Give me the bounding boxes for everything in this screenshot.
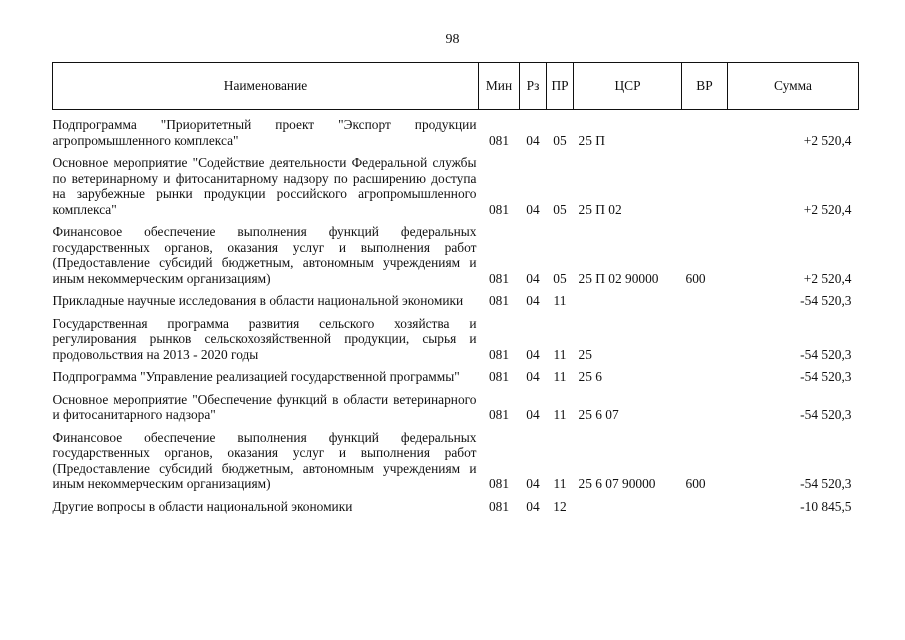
header-csr: ЦСР	[574, 63, 682, 110]
header-rz: Рз	[520, 63, 547, 110]
row-csr: 25 П 02	[578, 201, 622, 217]
row-pr: 11	[553, 293, 567, 308]
row-name: Основное мероприятие "Содействие деятельности Федеральной службы по ветеринарному и фитосанитарному надзору по расширению доступа на зарубежные рынки продукции российского агропромышленного комплекса"	[52, 155, 477, 217]
row-sum: -54 520,3	[800, 293, 852, 308]
page-number: 98	[445, 32, 460, 47]
row-rz: 04	[526, 498, 540, 514]
row-min: 081	[488, 498, 510, 514]
header-name: Наименование	[53, 63, 479, 110]
row-rz: 04	[526, 293, 540, 308]
table-row	[53, 430, 859, 499]
row-csr: 25 6 07	[578, 407, 619, 422]
row-vr: 600	[685, 270, 706, 286]
table-row	[53, 316, 859, 370]
row-rz: 04	[526, 476, 540, 491]
budget-table	[52, 62, 859, 521]
row-rz: 04	[526, 201, 540, 217]
row-min: 081	[488, 293, 510, 308]
row-min: 081	[488, 369, 510, 384]
header-vr: ВР	[682, 63, 728, 110]
row-csr	[574, 293, 682, 316]
row-csr: 25 П 02 90000	[578, 270, 659, 286]
row-vr: 600	[685, 476, 706, 491]
row-name: Подпрограмма "Управление реализацией государственной программы"	[52, 369, 460, 384]
table-row	[53, 293, 859, 316]
table-row	[53, 155, 859, 224]
row-rz: 04	[526, 346, 540, 362]
row-vr	[682, 110, 728, 156]
row-csr: 25 П	[578, 132, 605, 148]
row-sum: -10 845,5	[800, 498, 852, 514]
row-pr: 05	[553, 132, 567, 148]
row-sum: -54 520,3	[800, 346, 852, 362]
table-row	[53, 369, 859, 392]
row-pr: 11	[553, 369, 567, 384]
row-pr: 11	[553, 407, 567, 422]
row-csr: 25 6 07 90000	[578, 476, 656, 491]
row-min: 081	[488, 407, 510, 422]
row-name: Прикладные научные исследования в области национальной экономики	[52, 293, 464, 308]
row-sum: +2 520,4	[803, 270, 852, 286]
row-min: 081	[488, 201, 510, 217]
row-min: 081	[488, 132, 510, 148]
row-sum: -54 520,3	[800, 476, 852, 491]
row-name: Подпрограмма "Приоритетный проект "Экспорт продукции агропромышленного комплекса"	[52, 117, 477, 148]
row-vr	[682, 293, 728, 316]
table-row	[53, 110, 859, 156]
row-pr: 12	[553, 498, 567, 514]
row-pr: 05	[553, 201, 567, 217]
row-name: Государственная программа развития сельского хозяйства и регулирования рынков сельскохозяйственной продукции, сырья и продовольствия на 2013 - 2020 годы	[52, 315, 477, 362]
table-row	[53, 224, 859, 293]
row-sum: -54 520,3	[800, 369, 852, 384]
row-name: Другие вопросы в области национальной экономики	[52, 498, 353, 514]
row-min: 081	[488, 476, 510, 491]
table-body	[53, 110, 859, 522]
table-row	[53, 392, 859, 430]
row-vr	[682, 369, 728, 392]
row-vr	[682, 392, 728, 430]
row-csr: 25	[578, 346, 592, 362]
row-rz: 04	[526, 369, 540, 384]
row-min: 081	[488, 346, 510, 362]
row-rz: 04	[526, 270, 540, 286]
row-rz: 04	[526, 132, 540, 148]
row-min: 081	[488, 270, 510, 286]
row-vr	[682, 499, 728, 522]
table-header	[53, 63, 859, 110]
row-name: Основное мероприятие "Обеспечение функций в области ветеринарного и фитосанитарного надзора"	[52, 391, 477, 422]
row-pr: 11	[553, 476, 567, 491]
row-csr	[574, 499, 682, 522]
row-pr: 05	[553, 270, 567, 286]
row-sum: +2 520,4	[803, 132, 852, 148]
row-name: Финансовое обеспечение выполнения функций федеральных государственных органов, оказания услуг и выполнения работ (Предоставление субсидий бюджетным, автономным учреждениям и иным некоммерческим организациям)	[52, 224, 477, 286]
row-pr: 11	[553, 346, 567, 362]
row-vr	[682, 155, 728, 224]
row-rz: 04	[526, 407, 540, 422]
row-vr	[682, 316, 728, 370]
table-row	[53, 499, 859, 522]
header-pr: ПР	[547, 63, 574, 110]
row-sum: +2 520,4	[803, 201, 852, 217]
header-min: Мин	[479, 63, 520, 110]
header-sum: Сумма	[728, 63, 859, 110]
row-name: Финансовое обеспечение выполнения функций федеральных государственных органов, оказания услуг и выполнения работ (Предоставление субсидий бюджетным, автономным учреждениям и иным некоммерческим организациям)	[52, 429, 477, 491]
row-csr: 25 6	[578, 369, 602, 384]
row-sum: -54 520,3	[800, 407, 852, 422]
